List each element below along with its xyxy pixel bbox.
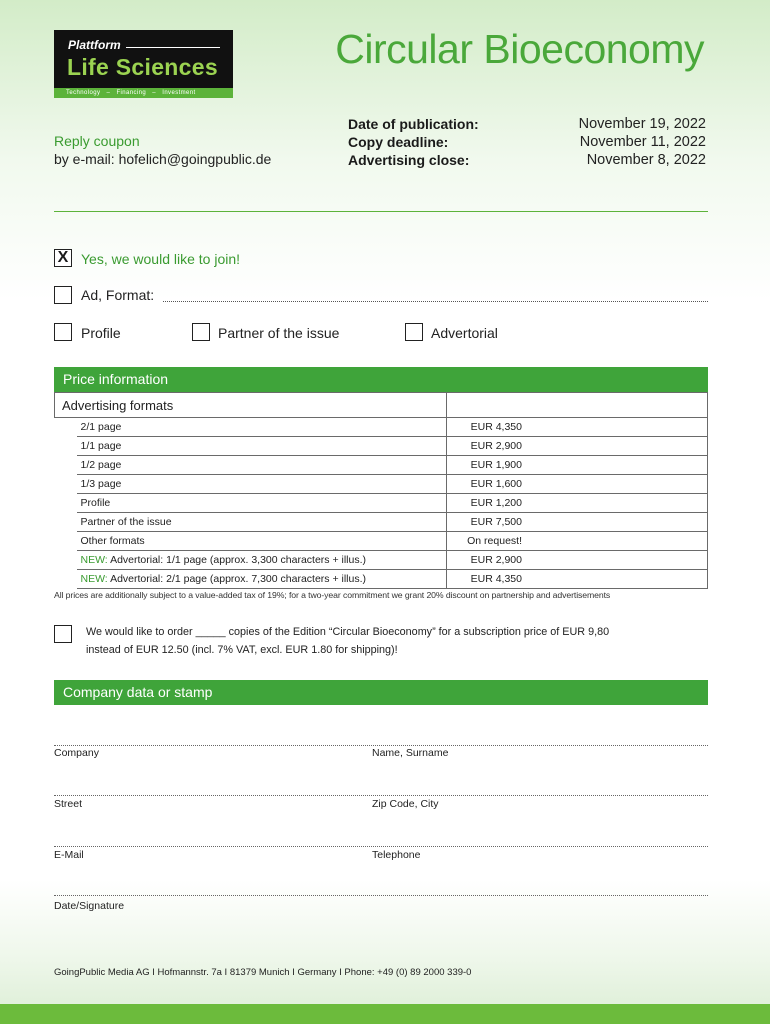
- header-divider: [54, 211, 708, 212]
- order-text-line-1: We would like to order _____ copies of the Edition “Circular Bioeconomy” for a subscription price of EUR 9,80: [86, 626, 610, 638]
- advertorial-label: Advertorial: [431, 325, 498, 341]
- new-badge: NEW:: [80, 554, 108, 566]
- page-title: Circular Bioeconomy: [335, 26, 704, 72]
- price-cell: EUR 2,900: [446, 437, 707, 456]
- table-row: [55, 570, 708, 589]
- format-label: 1/1 page: [80, 440, 122, 452]
- price-cell: EUR 4,350: [446, 418, 707, 437]
- street-label: Street: [54, 798, 83, 810]
- telephone-label: Telephone: [372, 849, 421, 861]
- price-cell: EUR 1,600: [446, 475, 707, 494]
- street-input-line[interactable]: [54, 795, 708, 796]
- format-cell: [77, 513, 447, 532]
- format-label: 1/2 page: [80, 459, 122, 471]
- format-cell: [77, 437, 447, 456]
- join-checkbox[interactable]: [54, 249, 72, 267]
- table-row: [55, 475, 708, 494]
- price-rows: [55, 418, 708, 589]
- format-cell: [77, 570, 447, 589]
- company-data-header: Company data or stamp: [54, 680, 708, 705]
- table-row: [55, 513, 708, 532]
- publication-values: [579, 115, 706, 169]
- reply-email: by e-mail: hofelich@goingpublic.de: [54, 151, 272, 167]
- company-label: Company: [54, 747, 99, 759]
- format-cell: [77, 418, 447, 437]
- advertising-close-label: Advertising close:: [348, 152, 470, 168]
- copy-deadline-label: Copy deadline:: [348, 134, 449, 150]
- row-indent: [55, 494, 77, 513]
- checkbox-x-mark: X: [57, 249, 69, 266]
- copy-deadline-value: November 11, 2022: [579, 134, 706, 150]
- publication-labels: [348, 115, 479, 169]
- row-indent: [55, 475, 77, 494]
- row-indent: [55, 551, 77, 570]
- advertising-close-value: November 8, 2022: [586, 152, 706, 168]
- logo-platform-text: Plattform: [68, 38, 121, 52]
- price-cell: EUR 2,900: [446, 551, 707, 570]
- format-label: Partner of the issue: [80, 516, 172, 528]
- price-cell: On request!: [446, 532, 707, 551]
- email-label: E-Mail: [54, 849, 84, 861]
- price-information-header: Price information: [54, 367, 708, 392]
- new-badge: NEW:: [80, 573, 108, 585]
- price-cell: EUR 1,900: [446, 456, 707, 475]
- row-indent: [55, 456, 77, 475]
- format-cell: [77, 494, 447, 513]
- logo-life-sciences-text: Life Sciences: [67, 54, 218, 80]
- ad-format-input-line[interactable]: [163, 301, 708, 302]
- order-checkbox[interactable]: [54, 625, 72, 643]
- date-signature-label: Date/Signature: [54, 900, 125, 912]
- format-label: Profile: [80, 497, 111, 509]
- partner-checkbox[interactable]: [192, 323, 210, 341]
- profile-label: Profile: [81, 325, 121, 341]
- row-indent: [55, 532, 77, 551]
- price-table-header-row: [55, 393, 708, 418]
- table-row: [55, 456, 708, 475]
- row-indent: [55, 437, 77, 456]
- format-label: 1/3 page: [80, 478, 122, 490]
- price-cell: EUR 7,500: [446, 513, 707, 532]
- format-cell: [77, 551, 447, 570]
- price-table: [54, 392, 708, 589]
- date-signature-input-line[interactable]: [54, 895, 708, 896]
- table-row: [55, 551, 708, 570]
- logo-divider: [126, 47, 220, 48]
- ad-format-checkbox[interactable]: [54, 286, 72, 304]
- row-indent: [55, 513, 77, 532]
- table-row: [55, 494, 708, 513]
- ad-format-label: Ad, Format:: [81, 287, 155, 303]
- zip-city-label: Zip Code, City: [372, 798, 439, 810]
- company-input-line[interactable]: [54, 745, 708, 746]
- table-row: [55, 532, 708, 551]
- name-surname-label: Name, Surname: [372, 747, 449, 759]
- table-row: [55, 437, 708, 456]
- format-label: 2/1 page: [80, 421, 122, 433]
- format-cell: [77, 456, 447, 475]
- format-label: Advertorial: 1/1 page (approx. 3,300 characters + illus.): [110, 554, 367, 566]
- order-text-line-2: instead of EUR 12.50 (incl. 7% VAT, excl. EUR 1.80 for shipping)!: [86, 644, 398, 656]
- table-row: [55, 418, 708, 437]
- logo-tagline: Technology – Financing – Investment: [54, 88, 233, 98]
- reply-coupon-label: Reply coupon: [54, 133, 140, 149]
- bottom-bar: [0, 1004, 770, 1024]
- logo: [54, 30, 233, 98]
- format-cell: [77, 532, 447, 551]
- partner-label: Partner of the issue: [218, 325, 340, 341]
- profile-checkbox[interactable]: [54, 323, 72, 341]
- row-indent: [55, 418, 77, 437]
- price-note: All prices are additionally subject to a value-added tax of 19%; for a two-year commitment we grant 20% discount on partnership and advertisements: [54, 590, 611, 600]
- price-column-heading: [446, 393, 707, 418]
- format-label: Advertorial: 2/1 page (approx. 7,300 characters + illus.): [110, 573, 367, 585]
- advertorial-checkbox[interactable]: [405, 323, 423, 341]
- price-cell: EUR 4,350: [446, 570, 707, 589]
- email-input-line[interactable]: [54, 846, 708, 847]
- order-text: [86, 623, 609, 659]
- advertising-formats-heading: Advertising formats: [55, 393, 447, 418]
- row-indent: [55, 570, 77, 589]
- format-label: Other formats: [80, 535, 145, 547]
- join-label: Yes, we would like to join!: [81, 251, 241, 267]
- date-of-publication-value: November 19, 2022: [578, 116, 706, 132]
- format-cell: [77, 475, 447, 494]
- footer-address: GoingPublic Media AG I Hofmannstr. 7a I 81379 Munich I Germany I Phone: +49 (0) 89 2000 339-0: [54, 967, 472, 978]
- date-of-publication-label: Date of publication:: [348, 116, 479, 132]
- price-cell: EUR 1,200: [446, 494, 707, 513]
